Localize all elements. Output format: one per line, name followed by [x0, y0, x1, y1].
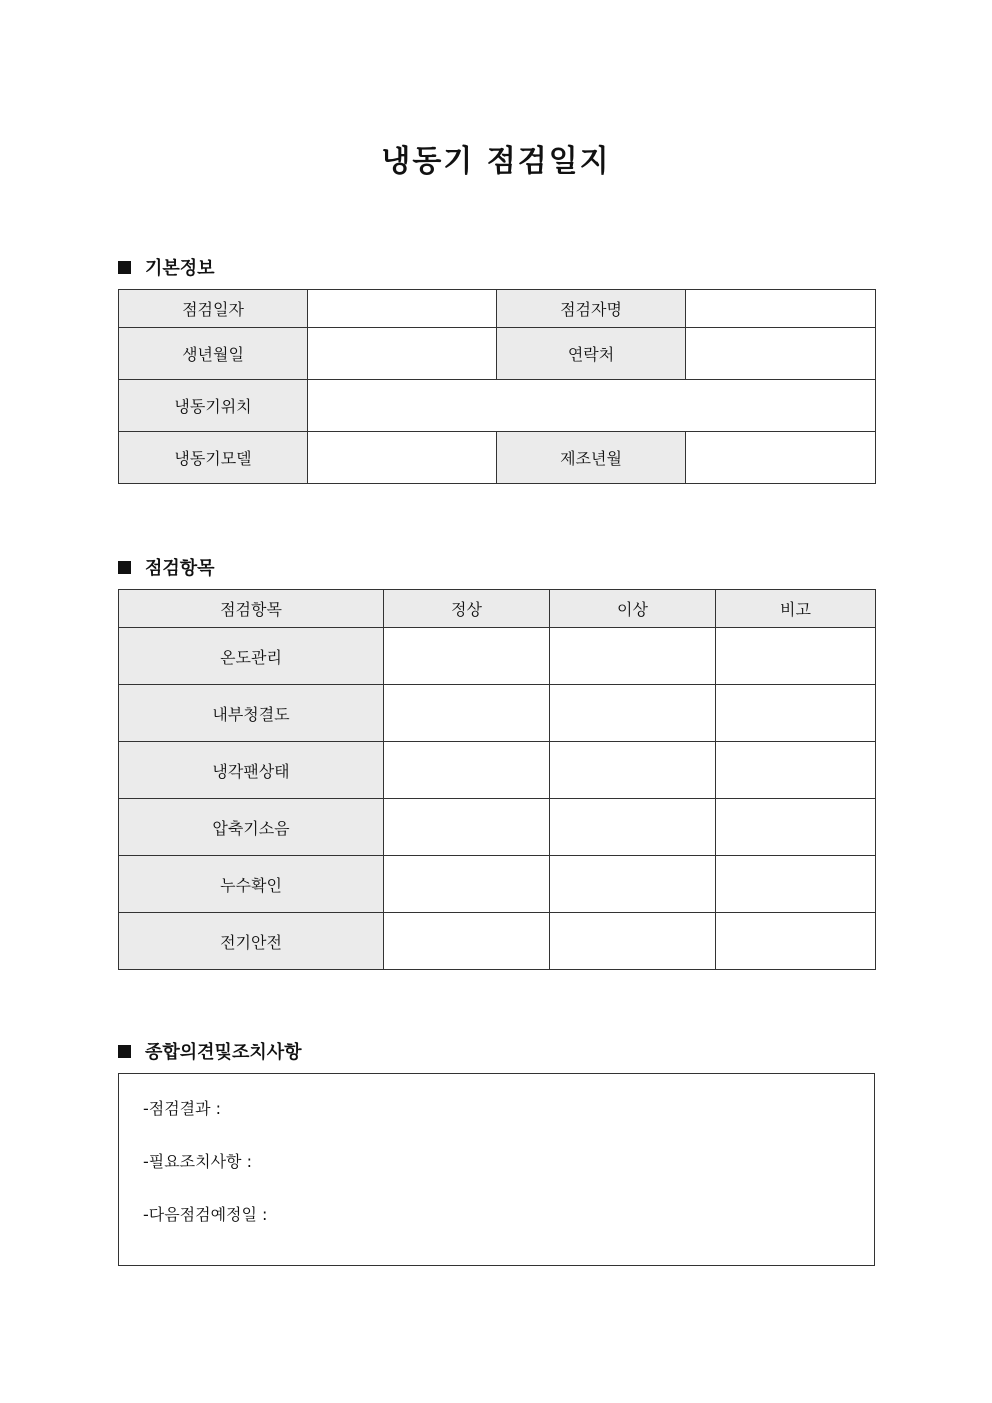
inspection-date-field[interactable] [308, 290, 497, 328]
inspector-name-field[interactable] [686, 290, 876, 328]
column-header-remarks: 비고 [716, 590, 876, 628]
checklist-item-label: 누수확인 [119, 856, 384, 913]
required-action-line: -필요조치사항 : [143, 1152, 252, 1171]
checklist-heading [118, 554, 215, 580]
inspection-result-line: -점검결과 : [143, 1099, 222, 1118]
checklist-item-label: 전기안전 [119, 913, 384, 970]
table-row [119, 685, 876, 742]
remarks-cell[interactable] [716, 742, 876, 799]
remarks-cell[interactable] [716, 685, 876, 742]
abnormal-cell[interactable] [550, 856, 716, 913]
normal-cell[interactable] [384, 913, 550, 970]
column-header-normal: 정상 [384, 590, 550, 628]
abnormal-cell[interactable] [550, 799, 716, 856]
table-row [119, 856, 876, 913]
checklist-table [118, 589, 876, 970]
birth-date-field[interactable] [308, 328, 497, 380]
contact-label: 연락처 [497, 328, 686, 380]
inspection-date-label: 점검일자 [119, 290, 308, 328]
table-row [119, 628, 876, 685]
abnormal-cell[interactable] [550, 685, 716, 742]
checklist-item-label: 냉각팬상태 [119, 742, 384, 799]
table-row [119, 742, 876, 799]
square-bullet-icon [118, 1045, 131, 1058]
checklist-item-label: 내부청결도 [119, 685, 384, 742]
abnormal-cell[interactable] [550, 742, 716, 799]
square-bullet-icon [118, 561, 131, 574]
model-field[interactable] [308, 432, 497, 484]
remarks-cell[interactable] [716, 913, 876, 970]
manufacture-date-field[interactable] [686, 432, 876, 484]
summary-heading-text: 종합의견및조치사항 [145, 1042, 302, 1063]
checklist-item-label: 압축기소음 [119, 799, 384, 856]
normal-cell[interactable] [384, 799, 550, 856]
contact-field[interactable] [686, 328, 876, 380]
inspector-name-label: 점검자명 [497, 290, 686, 328]
table-row [119, 913, 876, 970]
model-label: 냉동기모델 [119, 432, 308, 484]
abnormal-cell[interactable] [550, 628, 716, 685]
column-header-abnormal: 이상 [550, 590, 716, 628]
normal-cell[interactable] [384, 742, 550, 799]
basic-info-heading [118, 254, 215, 280]
summary-notes-box[interactable] [118, 1073, 875, 1266]
birth-date-label: 생년월일 [119, 328, 308, 380]
location-field[interactable] [308, 380, 876, 432]
checklist-heading-text: 점검항목 [145, 558, 215, 579]
square-bullet-icon [118, 261, 131, 274]
remarks-cell[interactable] [716, 856, 876, 913]
manufacture-date-label: 제조년월 [497, 432, 686, 484]
normal-cell[interactable] [384, 628, 550, 685]
checklist-item-label: 온도관리 [119, 628, 384, 685]
basic-info-table [118, 289, 876, 484]
abnormal-cell[interactable] [550, 913, 716, 970]
next-inspection-date-line: -다음점검예정일 : [143, 1205, 268, 1224]
column-header-item: 점검항목 [119, 590, 384, 628]
basic-info-heading-text: 기본정보 [145, 258, 215, 279]
location-label: 냉동기위치 [119, 380, 308, 432]
table-row [119, 799, 876, 856]
page-title: 냉동기 점검일지 [381, 144, 611, 179]
normal-cell[interactable] [384, 856, 550, 913]
summary-heading [118, 1038, 302, 1064]
normal-cell[interactable] [384, 685, 550, 742]
remarks-cell[interactable] [716, 799, 876, 856]
remarks-cell[interactable] [716, 628, 876, 685]
